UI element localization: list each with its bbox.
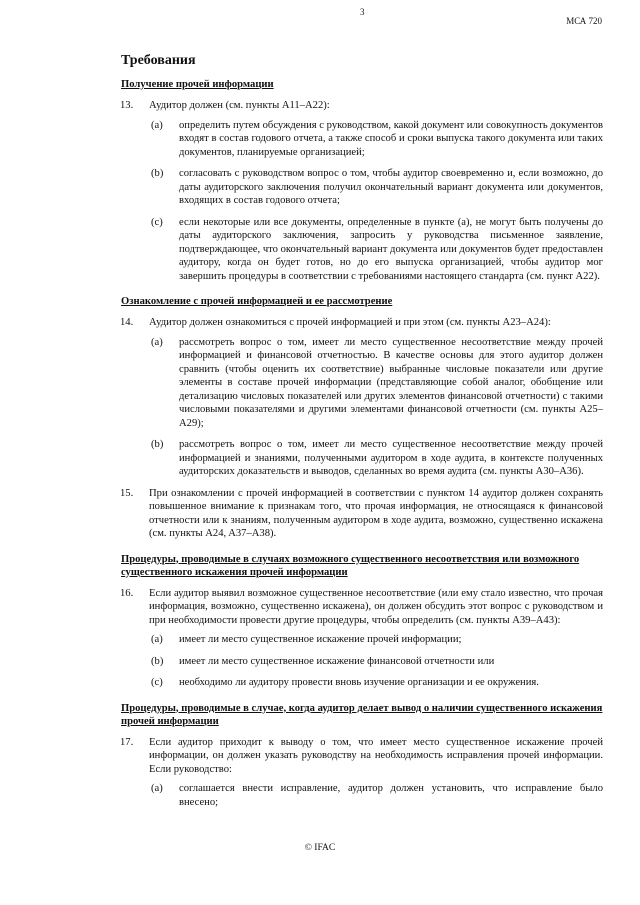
list-item-label: (a) bbox=[151, 336, 163, 348]
list-item-label: (c) bbox=[151, 677, 163, 688]
list-item-text: имеет ли место существенное искажение финансовой отчетности или bbox=[179, 655, 495, 667]
paragraph-13 bbox=[121, 99, 603, 113]
document-body bbox=[121, 53, 603, 817]
list-item bbox=[121, 336, 603, 431]
list-item bbox=[121, 438, 603, 479]
list-item bbox=[121, 119, 603, 160]
list-item-text: рассмотреть вопрос о том, имеет ли место существенное несоответствие между прочей информацией и финансовой отчетностью. В качестве основы для этого аудитор должен сравнить (чтобы оценить их соответствие) выбранные числовые показатели или другие элементы в составе прочей информации (представляющие собой аналог, обобщение или детализацию числовых показателей или других элементов финансовой отчетности) с такими числовыми показателями и другими элементами финансовой отчетности (см. пункты A25–A29); bbox=[179, 336, 603, 429]
page-number: 3 bbox=[360, 7, 365, 17]
list-item-text: необходимо ли аудитору провести вновь изучение организации и ее окружения. bbox=[179, 677, 539, 688]
paragraph-number: 15. bbox=[120, 487, 134, 499]
list-item-text: рассмотреть вопрос о том, имеет ли место существенное несоответствие между прочей информацией и знаниями, полученными аудитором в ходе аудита, в контексте полученных аудиторских доказательств и выводов, сделанных во время аудита (см. пункты A30–A36). bbox=[179, 439, 603, 477]
paragraph-text: Аудитор должен (см. пункты A11–A22): bbox=[149, 100, 330, 111]
list-item-label: (b) bbox=[151, 655, 164, 667]
list-item bbox=[121, 633, 603, 647]
page-title: Требования bbox=[121, 53, 196, 68]
paragraph-text: Если аудитор выявил возможное существенное несоответствие (или ему стало известно, что прочая информация, возможно, существенно искажена), он должен обсудить этот вопрос с руководством и при необходимости провести другие процедуры, чтобы определить (см. пункты A39–A43): bbox=[149, 587, 603, 626]
paragraph-text: Если аудитор приходит к выводу о том, что имеет место существенное искажение прочей информации, он должен указать руководству на необходимость исправления прочей информации. Если руководство: bbox=[149, 736, 603, 775]
paragraph-text: Аудитор должен ознакомиться с прочей информацией и при этом (см. пункты A23–A24): bbox=[149, 317, 551, 328]
paragraph-number: 13. bbox=[120, 100, 134, 111]
list-item bbox=[121, 676, 603, 690]
paragraph-number: 16. bbox=[120, 587, 134, 599]
section-heading: Процедуры, проводимые в случае, когда аудитор делает вывод о наличии существенного искажения прочей информации bbox=[121, 702, 603, 727]
paragraph-15 bbox=[121, 487, 603, 541]
list-item-label: (a) bbox=[151, 634, 163, 645]
list-item-text: определить путем обсуждения с руководством, какой документ или совокупность документов входят в состав годового отчета, а также способ и сроки выпуска такого документа или таких документов, планируемые организацией; bbox=[179, 119, 604, 158]
list-item-label: (c) bbox=[151, 216, 163, 228]
paragraph-14 bbox=[121, 316, 603, 330]
list-item-text: если некоторые или все документы, определенные в пункте (a), не могут быть получены до даты аудиторского заключения, запросить у руководства письменное заявление, подтверждающее, что окончательный вариант документа или документов будет предоставлен аудитору, когда он будет готов, но до его выпуска организацией, чтобы аудитор мог завершить процедуры в соответствии с требованиями настоящего стандарта (см. пункт A22). bbox=[179, 216, 603, 282]
list-item-label: (b) bbox=[151, 168, 164, 179]
paragraph-17 bbox=[121, 736, 603, 777]
list-item-text: соглашается внести исправление, аудитор должен установить, что исправление было внесено; bbox=[179, 783, 603, 808]
list-item bbox=[121, 655, 603, 669]
list-item bbox=[121, 167, 603, 208]
paragraph-number: 17. bbox=[120, 736, 134, 748]
list-item-text: согласовать с руководством вопрос о том, чтобы аудитор своевременно и, если возможно, до даты аудиторского заключения получил окончательный вариант документа или документов, входящих в состав годового отчета; bbox=[179, 168, 603, 206]
document-code: МСА 720 bbox=[566, 16, 602, 26]
section-heading: Ознакомление с прочей информацией и ее рассмотрение bbox=[121, 296, 393, 307]
list-item bbox=[121, 216, 603, 284]
list-item-label: (a) bbox=[151, 119, 163, 131]
paragraph-text: При ознакомлении с прочей информацией в соответствии с пунктом 14 аудитор должен сохранять повышенное внимание к признакам того, что прочая информация, не относящаяся к финансовой отчетности или к знаниям, полученным аудитором в ходе аудита, возможно, существенно искажена (см. пункты A24, A37–A38). bbox=[149, 487, 603, 539]
copyright-footer: © IFAC bbox=[304, 843, 336, 853]
paragraph-number: 14. bbox=[120, 317, 134, 328]
list-item bbox=[121, 782, 603, 809]
list-item-text: имеет ли место существенное искажение прочей информации; bbox=[179, 634, 462, 645]
section-heading: Получение прочей информации bbox=[121, 79, 274, 90]
list-item-label: (b) bbox=[151, 439, 164, 450]
section-heading: Процедуры, проводимые в случаях возможного существенного несоответствия или возможного существенного искажения прочей информации bbox=[121, 553, 580, 578]
list-item-label: (a) bbox=[151, 783, 163, 794]
paragraph-16 bbox=[121, 587, 603, 628]
